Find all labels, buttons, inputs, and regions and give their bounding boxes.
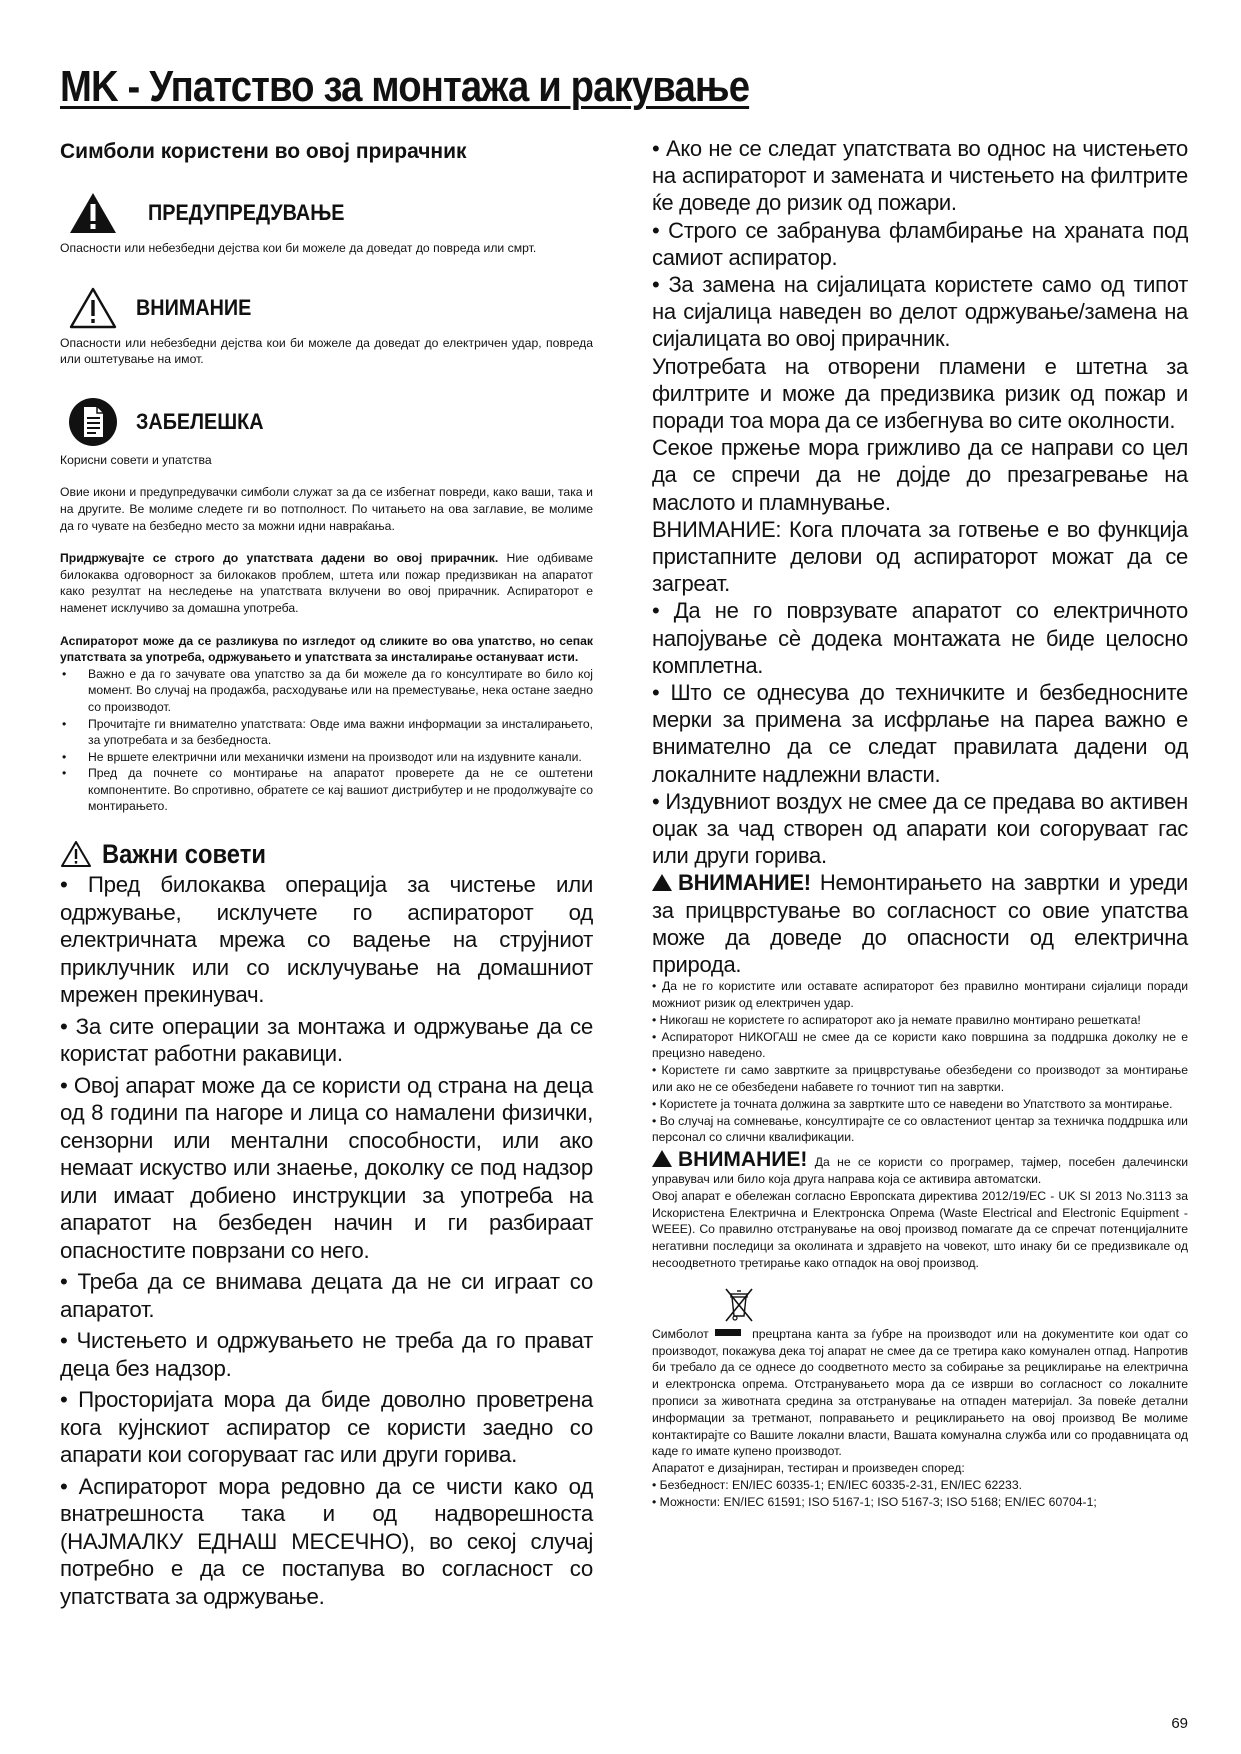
caution-symbol-row [60,285,593,331]
safety-bullet: • Користете ја точната должина за завртките што се наведени во Упатството за монтирање. [652,1096,1173,1111]
differ-paragraph: Аспираторот може да се разликува по изгледот од сликите во ова упатство, но сепак упатствата за употреба, одржувањето и упатствата за инсталирање остануваат исти. [60,633,593,665]
note-description: Корисни совети и упатства [60,452,212,467]
safety-bullet: • Во случај на сомневање, консултирајте се со овластениот центар за техничка поддршка или персонал со слични квалификации. [652,1113,1188,1145]
advice-paragraph: Употребата на отворени пламени е штетна за филтрите и може да предизвика ризик од пожар и поради тоа мора да се избегнува во сите околности. [652,353,1188,434]
advice-paragraph: • Чистењето и одржувањето не треба да го прават деца без надзор. [60,1328,593,1381]
advice-paragraph: • Што се однесува до техничките и безбедносните мерки за примена за исфрлање на пареа важно е внимателно да се следат правилата дадени од локалните надлежни власти. [652,680,1188,787]
weee-paragraph: Овој апарат е обележан согласно Европската директива 2012/19/EC - UK SI 2013 No.3113 за Искористена Електрична и Електронска Опрема (Waste Electrical and Electronic Equipment - WEEE). Со правилно отстранување на овој производ помагате да се спречат потенцијалните негативни последици за околината и здравјето на човекот, што инаку би се предизвикале од несоодветното третирање како отпадок на овој производ. [652,1188,1188,1271]
right-column [652,135,1188,1511]
caution-outline-triangle-icon [66,285,120,331]
note-document-icon [66,399,120,445]
advice-paragraph: • Издувниот воздух не смее да се предава во активен оџак за чад створен од апарати кои согоруваат гас или други горива. [652,788,1188,869]
strict-rest: Ние одбиваме билокаква одговорност за билокаков проблем, штета или пожар предизвикан на апаратот како резултат на неследење на упатствата вклучени во овој прирачник. Аспираторот е наменет исклучиво за домашна употреба. [60,551,593,615]
advice-paragraph: Секое пржење мора грижливо да се направи со цел да се спречи да не дојде до презагревање на маслото и пламнување. [652,435,1188,515]
advice-paragraph: • За замена на сијалицата користете само од типот на сијалица наведен во делот одржување/замена на сијалицата во овој прирачник. [652,272,1188,352]
warning-filled-triangle-icon [652,1150,672,1167]
note-symbol-row [60,396,593,448]
mounting-warning-text: Немонтирањето на завртки и уреди за прицврстување во согласност со овие упатства може да доведе до опасности од електрична природа. [652,870,1188,978]
programmer-warning [652,1150,1188,1188]
precaution-list [60,666,593,815]
symbols-heading: Симболи користени во овој прирачник [60,140,467,163]
safety-bullet: • Никогаш не користете го аспираторот ако ја немате правилно монтирано решетката! [652,1012,1141,1027]
programmer-warning-text: Да не се користи со програмер, тајмер, посебен далечински управувач или било која друга направа која се активира автоматски. [652,1155,1188,1187]
standards-performance: • Можности: EN/IEC 61591; ISO 5167-1; ISO 5167-3; ISO 5168; EN/IEC 60704-1; [652,1494,1097,1509]
list-item: • Пред да почнете со монтирање на апаратот проверете да не се оштетени компонентите. Во спротивно, обратете се кај вашиот дистрибутер и не продолжувајте со монтирањето. [60,765,593,815]
list-item: • Важно е да го зачувате ова упатство за да би можеле да го консултирате во било кој момент. Во случај на продажба, расходување или на преместување, нека остане заедно со производот. [60,666,593,716]
caution-description: Опасности или небезбедни дејства кои би можеле да доведат до електричен удар, повреда или оштетување на имот. [60,335,593,367]
left-column [60,135,593,1610]
advice-paragraph: • Да не го поврзувате апаратот со електричното напојување сè додека монтажата не биде целосно комплетна. [652,598,1188,678]
list-item: • Не вршете електрични или механички измени на производот или на издувните канали. [60,749,593,766]
standards-intro: Апаратот е дизајниран, тестиран и произведен според: [652,1461,965,1476]
bin-paragraph [652,1326,1188,1460]
warning-filled-triangle-icon [652,874,672,891]
mounting-warning [652,869,1188,978]
important-advice-heading-row [60,837,593,871]
caution-outline-triangle-icon [60,839,92,869]
warning-symbol-row [60,190,593,236]
note-label: ЗАБЕЛЕШКА [136,408,264,434]
crossed-out-wheelie-bin-icon [722,1286,756,1329]
advice-paragraph: • Пред билокаква операција за чистење или одржување, исклучете го аспираторот од електричната мрежа со вадење на струјниот приклучник или со исклучување на домашниот мрежен прекинувач. [60,872,593,1008]
strict-bold: Придржувајте се строго до упатствата дадени во овој прирачник. [60,551,499,566]
warning-label: ПРЕДУПРЕДУВАЊЕ [148,200,345,225]
intro-paragraph: Овие икони и предупредувачки симболи служат за да се избегнат повреди, како ваши, така и на другите. Ве молиме следете ги во потполност. По читањето на ова заглавие, ве молиме да го чувате на безбедно место за можни идни навраќања. [60,485,593,533]
black-bar-icon [715,1329,741,1336]
bin-text: прецртана канта за ѓубре на производот или на документите кои одат со производот, покажува дека тој апарат не смее да се третира како комунален отпад. Напротив би требало да се однесе до соодветното место за собирање за рециклирање на електрична и електронска опрема. Отстранувањето мора да се изврши во согласност со локалните прописи за животната средина за отстранување на отпаден материјал. За повеќе детални информации за третманот, поправањето и рециклирањето на овој производ Ве молиме контактирајте со Вашите локални власти, Вашата комунална служба или со продавницата од каде го имате купено производот. [652,1326,1188,1459]
mounting-warning-label: ВНИМАНИЕ! [678,870,811,896]
safety-bullet: • Аспираторот НИКОГАШ не смее да се користи како површина за поддршка доколку не е прецизно наведено. [652,1029,1188,1061]
advice-paragraph: • Аспираторот мора редовно да се чисти како од внатрешноста така и од надворешноста (НАЈМАЛКУ ЕДНАШ МЕСЕЧНО), во секој случај потребно е да се постапува во согласност со упатствата за одржување. [60,1473,593,1609]
advice-paragraph: • Ако не се следат упатствата во однос на чистењето на аспираторот и замената и чистењето на филтрите ќе доведе до ризик од пожари. [652,136,1188,216]
caution-label: ВНИМАНИЕ [136,294,252,320]
advice-paragraph: • Овој апарат може да се користи од страна на деца од 8 години па нагоре и лица со намалени физички, сензорни или ментални способности, или ако немаат искуство или знаење, доколку се под надзор или имаат добиено инструкции за употреба на апаратот на безбеден начин и ги разбираат опасностите поврзани со него. [60,1072,593,1263]
advice-paragraph: • Просторијата мора да биде доволно проветрена кога кујнскиот аспиратор се користи заедно со апарати кои согоруваат гас или други горива. [60,1387,593,1468]
bin-word: Симболот [652,1326,709,1341]
advice-paragraph: • Строго се забранува фламбирање на храната под самиот аспиратор. [652,217,1188,270]
advice-paragraph: ВНИМАНИЕ: Кога плочата за готвење е во функција пристапните делови од аспираторот можат да се загреат. [652,516,1188,597]
standards-safety: • Безбедност: EN/IEC 60335-1; EN/IEC 60335-2-31, EN/IEC 62233. [652,1478,1022,1493]
important-advice-heading: Важни совети [102,838,266,869]
programmer-warning-label: ВНИМАНИЕ! [678,1148,808,1172]
safety-bullet: • Користете ги само завртките за прицврстување обезбедени со производот за монтирање или ако не се обезбедени набавете го точниот тип на завртки. [652,1063,1188,1095]
advice-paragraph: • За сите операции за монтажа и одржување да се користат работни ракавици. [60,1013,593,1067]
page-number: 69 [1171,1715,1188,1732]
warning-description: Опасности или небезбедни дејства кои би можеле да доведат до повреда или смрт. [60,241,537,255]
strict-paragraph [60,550,593,616]
bin-symbol-block [652,1286,1188,1460]
page-title: MK - Упатство за монтажа и ракување [60,62,750,111]
safety-bullet: • Да не го користите или оставате аспираторот без правилно монтирани сијалици поради можниот ризик од електричен удар. [652,979,1188,1011]
list-item: • Прочитајте ги внимателно упатствата: Овде има важни информации за инсталирањето, за употребата и за безбедноста. [60,716,593,749]
advice-paragraph: • Треба да се внимава децата да не си играат со апаратот. [60,1269,593,1322]
warning-filled-triangle-icon [66,190,120,236]
